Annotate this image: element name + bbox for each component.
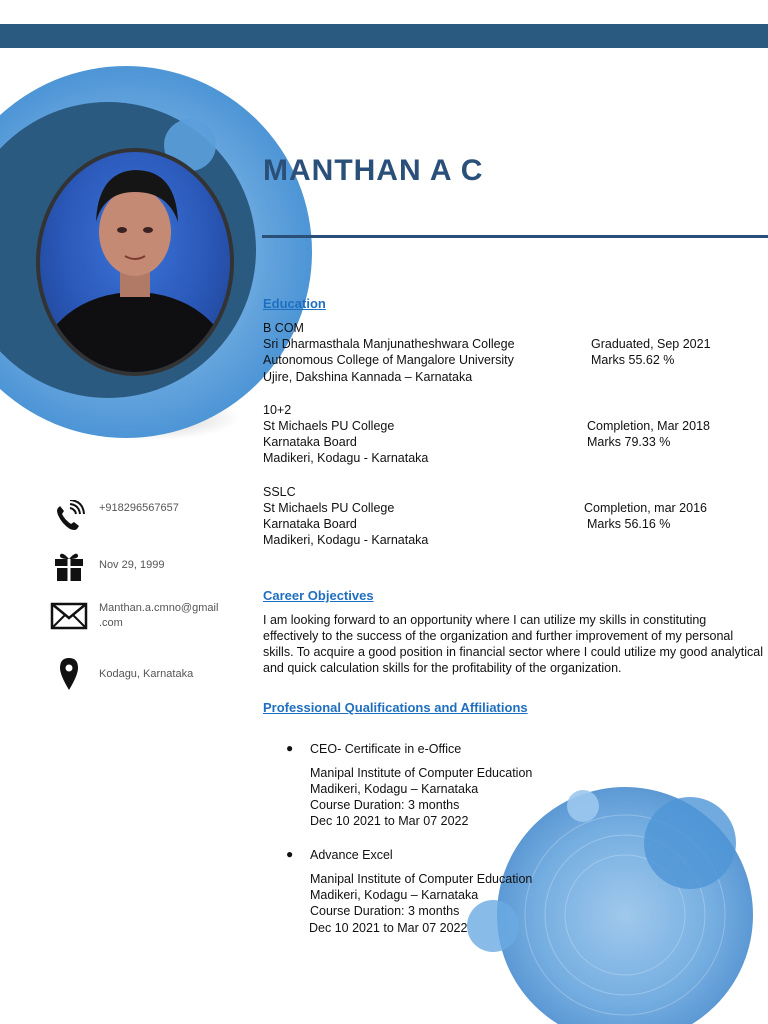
education-marks: Marks 55.62 % [591,353,675,367]
contact-location: Kodagu, Karnataka [99,668,194,680]
institution-line: Sri Dharmasthala Manjunatheshwara College [263,337,515,351]
bullet-icon: ● [286,741,294,755]
institution-line: Ujire, Dakshina Kannada – Karnataka [263,370,473,384]
qualifications-heading: Professional Qualifications and Affiliations [263,700,528,715]
education-heading: Education [263,296,326,311]
bullet-icon: ● [286,847,294,861]
institution-line: Autonomous College of Mangalore University [263,353,514,367]
qualification-duration: Course Duration: 3 months [310,798,460,812]
email-line: .com [99,617,123,629]
degree: 10+2 [263,403,292,417]
education-marks: Marks 79.33 % [587,435,671,449]
email-line: Manthan.a.cmno@gmail [99,602,219,614]
institution-line: St Michaels PU College [263,419,395,433]
phone-icon [50,500,88,534]
qualification-institute: Manipal Institute of Computer Education [310,872,533,886]
map-pin-icon [50,657,88,691]
institution-line: Madikeri, Kodagu - Karnataka [263,533,429,547]
education-status: Completion, mar 2016 [584,501,707,515]
degree: SSLC [263,485,296,499]
name-divider [262,235,768,238]
qualification-dates: Dec 10 2021 to Mar 07 2022 [309,921,468,935]
qualification-title: Advance Excel [310,848,393,862]
envelope-icon [50,600,88,634]
education-status: Completion, Mar 2018 [587,419,710,433]
career-objectives-heading: Career Objectives [263,588,374,603]
candidate-name: MANTHAN A C [263,154,484,187]
education-status: Graduated, Sep 2021 [591,337,711,351]
contact-email [99,601,218,631]
institution-line: Karnataka Board [263,435,357,449]
person-silhouette [40,152,230,372]
degree: B COM [263,321,304,335]
education-marks: Marks 56.16 % [587,517,671,531]
career-objectives-text: I am looking forward to an opportunity where I can utilize my skills in constituting effectively to the success of the organization and further improvement of my personal skills. To acquire a good position in financial sector where I could utilize my good analytical and quick calculation skills for the profitability of the organization. [263,613,764,675]
profile-photo [36,148,234,376]
qualification-location: Madikeri, Kodagu – Karnataka [310,782,479,796]
qualification-location: Madikeri, Kodagu – Karnataka [310,888,479,902]
institution-line: St Michaels PU College [263,501,395,515]
qualification-dates: Dec 10 2021 to Mar 07 2022 [310,814,469,828]
qualification-duration: Course Duration: 3 months [310,904,460,918]
institution-line: Madikeri, Kodagu - Karnataka [263,451,429,465]
contact-dob: Nov 29, 1999 [99,559,165,571]
qualification-institute: Manipal Institute of Computer Education [310,766,533,780]
gift-icon [50,549,88,583]
institution-line: Karnataka Board [263,517,357,531]
qualification-title: CEO- Certificate in e-Office [310,742,462,756]
contact-phone: +918296567657 [99,502,179,514]
